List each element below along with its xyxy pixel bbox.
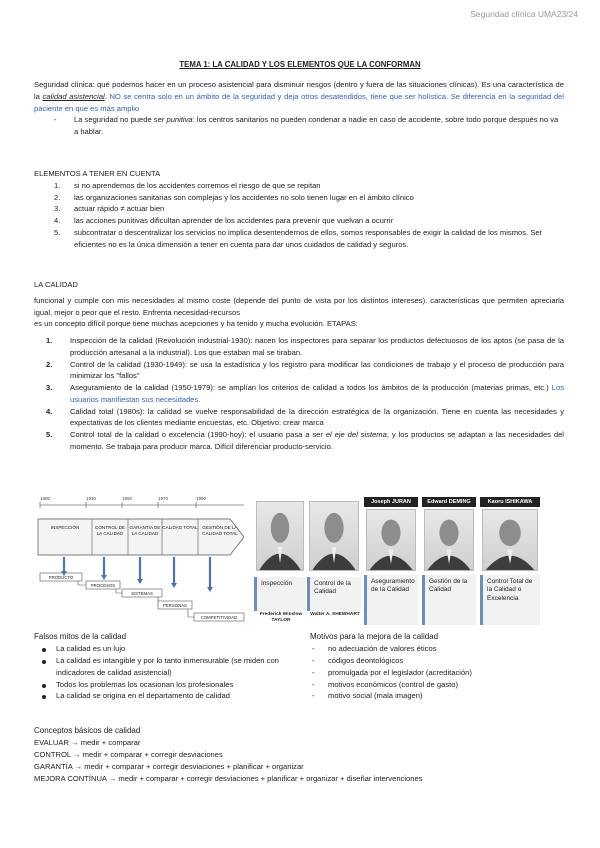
concept-value: → medir + comparar: [68, 738, 141, 748]
calidad-paragraph-1: funcional y cumple con mis necesidades al mismo coste (depende del punto de vista por los distintos intereses). características que permiten apreciarla igual, mejor o peor que el resto. Enfrenta necesidad-recursos: [34, 295, 564, 317]
item-number: 4.: [46, 406, 53, 416]
item-number: 1.: [46, 336, 53, 346]
conceptos-section: [34, 725, 564, 784]
stage-label: GARANTÍA DE LA CALIDAD: [129, 525, 161, 536]
year-label: 1930: [86, 496, 97, 501]
stage-label: INSPECCIÓN: [50, 525, 80, 530]
mitos-section: [34, 631, 284, 702]
elementos-section: [34, 168, 564, 250]
portrait-silhouette: [483, 510, 537, 570]
item-number: 3.: [54, 204, 61, 214]
list-item: [34, 180, 564, 192]
pioneer-caption: Control de la Calidad: [307, 577, 361, 611]
list-item: Todos los problemas los ocasionan los profesionales: [34, 679, 284, 691]
calidad-heading: LA CALIDAD: [34, 280, 78, 289]
list-item: [34, 215, 564, 227]
item-text: Inspección de la calidad (Revolución industrial-1930): nacen los inspectores para separar los productos defectuosos de los aptos (se pasa de la producción artesanal a la industrial). Los que estaban mal se tiraban.: [70, 336, 564, 357]
year-label: 1900: [40, 496, 51, 501]
portrait-image: [309, 501, 359, 571]
list-item: [34, 335, 564, 359]
elementos-list: [34, 180, 564, 251]
item-text: Control de la calidad (1930-1949): se usa la estadística y los registro para modificar las condiciones de trabajo y el proceso de producción para minimizar los "fallos": [70, 359, 564, 381]
intro-dash-list: [34, 114, 564, 138]
stage-label: GESTIÓN DE LA CALIDAD TOTAL: [202, 525, 238, 536]
item-number: 4.: [54, 216, 61, 226]
step-label: PRODUCTO: [48, 574, 74, 580]
concept-value: → medir + comparar + corregir desviaciones: [70, 750, 223, 760]
portrait-image: [482, 509, 538, 571]
list-item: La calidad es intangible y por lo tanto inmensurable (se miden con indicadores de calidad asistencial): [34, 655, 284, 679]
pioneer-caption: Aseguramiento de la Calidad: [364, 575, 418, 625]
item-text: , y los productos se adaptan a las necesidades del momento. Se trabaja para producir marca. Difícil diferenciar producto-servicio.: [70, 430, 564, 451]
portrait-image: [366, 509, 416, 571]
concept-row: [34, 761, 564, 773]
list-item: [34, 359, 564, 383]
pioneer-card: [422, 497, 476, 627]
step-connector: [78, 581, 86, 585]
item-highlight: Los usuarios manifiestan sus necesidades.: [70, 383, 564, 404]
down-arrow-head: [207, 587, 213, 592]
intro-section: [34, 79, 564, 138]
year-label: 1990: [196, 496, 207, 501]
pioneer-name: Edward DEMING: [422, 497, 476, 507]
page-header: Seguridad clínica UMA23/24: [470, 9, 578, 19]
item-text: Calidad total (1980s): la calidad se vuelve responsabilidad de la dirección estratégica de la organización. Tiene en cuenta las necesidades y expectativas de los clientes mediante encuestas, etc. Objetivo: crear marca: [70, 406, 564, 428]
item-text: si no aprendemos de los accidentes corremos el riesgo de que se repitan: [74, 180, 321, 190]
list-item: - no adecuación de valores éticos: [310, 643, 570, 655]
pioneer-name: Joseph JURAN: [364, 497, 418, 507]
list-item: - promulgada por el legislador (acreditación): [310, 667, 570, 679]
pioneer-card: [307, 497, 361, 627]
concept-key: MEJORA CONTÍNUA: [34, 773, 107, 783]
mitos-list: [34, 643, 284, 702]
item-text: Aseguramiento de la calidad (1950-1979): se amplían los criterios de calidad a todos los ámbitos de la producción (materias primas, etc.): [70, 383, 552, 393]
motivos-heading: Motivos para la mejora de la calidad: [310, 632, 439, 641]
pioneer-caption: Inspección: [254, 577, 306, 611]
item-number: 2.: [54, 192, 61, 202]
list-item: [34, 429, 564, 453]
item-number: 1.: [54, 180, 61, 190]
item-text: actuar rápido ≠ actuar bien: [74, 204, 165, 214]
step-label: SISTEMAS: [131, 590, 153, 596]
item-number: 5.: [46, 430, 53, 440]
stage-label: CONTROL DE LA CALIDAD: [95, 525, 125, 536]
motivos-list: [310, 643, 570, 702]
list-item: [34, 203, 564, 215]
pioneer-subcaption: Walter A. SHEWHART: [310, 612, 360, 617]
item-text: las organizaciones sanitarias son complejas y los accidentes no solo tienen lugar en el ámbito clínico: [74, 192, 414, 202]
elementos-heading: ELEMENTOS A TENER EN CUENTA: [34, 169, 161, 178]
portrait-image: [424, 509, 474, 571]
step-label: PERSONAS: [163, 602, 187, 608]
item-text: las acciones punitivas dificultan aprender de los accidentes para prevenir que vuelvan a ocurrir: [74, 216, 394, 226]
step-label: COMPETITIVIDAD: [200, 614, 238, 620]
list-item: - códigos deontológicos: [310, 655, 570, 667]
item-number: 3.: [46, 383, 53, 393]
list-item: [34, 382, 564, 406]
pioneer-caption: Gestión de la Calidad: [422, 575, 476, 625]
concept-row: [34, 773, 564, 785]
calidad-section: [34, 279, 564, 453]
portrait-silhouette: [425, 510, 473, 570]
list-item: [34, 192, 564, 204]
list-item: La calidad se origina en el departamento de calidad: [34, 690, 284, 702]
pioneer-name: Kaoru ISHIKAWA: [480, 497, 540, 507]
timeline-diagram: [34, 495, 248, 630]
down-arrow-head: [101, 575, 107, 580]
portrait-silhouette: [310, 502, 358, 570]
intro-paragraph: Seguridad clínica: qué podemos hacer en un proceso asistencial para disminuir riesgos (dentro y fuera de las situaciones clínicas). Es una característica de la calidad asistencial. NO se centra solo en un ámbito de la seguridad y deja otros desatendidos, tiene que ser holística. Se diferencia en la seguridad del paciente en que es más amplio: [34, 80, 564, 113]
etapas-list: [34, 335, 564, 453]
step-label: PROCESOS: [90, 582, 116, 588]
mitos-heading: Falsos mitos de la calidad: [34, 632, 127, 641]
list-item: - motivos económicos (control de gasto): [310, 679, 570, 691]
item-number: 2.: [46, 359, 53, 369]
conceptos-list: [34, 737, 564, 784]
stage-label: CALIDAD TOTAL: [162, 525, 198, 530]
portrait-image: [256, 501, 304, 571]
pioneer-caption: Control Total de la Calidad o Excelencia: [480, 575, 540, 625]
item-number: 5.: [54, 227, 61, 237]
pioneer-card: [480, 497, 540, 627]
item-text: subcontratar o descentralizar los servicios no implica desentendernos de ellos, somos responsables de exigir la calidad de los mismos. Ser eficientes no es la única dimensión a tener en cuenta para dar unos cuidados de calidad y seguros.: [74, 227, 543, 249]
timeline-svg: [34, 495, 248, 630]
concept-key: GARANTÍA: [34, 761, 73, 771]
concept-value: → medir + comparar + corregir desviaciones + planificar + organizar: [72, 761, 304, 771]
down-arrow-head: [137, 579, 143, 584]
list-item: - La seguridad no puede ser punitiva: los centros sanitarios no pueden condenar a nadie en caso de accidente, sobre todo porque después no va a hablar.: [34, 114, 564, 138]
year-label: 1950: [122, 496, 133, 501]
year-label: 1970: [158, 496, 169, 501]
concept-row: [34, 737, 564, 749]
pioneer-card: [254, 497, 306, 627]
portrait-silhouette: [257, 502, 303, 570]
list-item: La calidad es un lujo: [34, 643, 284, 655]
item-emphasis: el eje del sistema: [325, 430, 387, 440]
list-item: - motivo social (mala imagen): [310, 690, 570, 702]
pioneer-card: [364, 497, 418, 627]
pioneer-subcaption: Frederick Winslow TAYLOR: [259, 612, 303, 623]
concept-row: [34, 749, 564, 761]
concept-key: EVALUAR: [34, 738, 69, 748]
item-text: Control total de la calidad o excelencia (1990-hoy): el usuario pasa a ser: [70, 430, 326, 440]
concept-key: CONTROL: [34, 750, 71, 760]
motivos-section: [310, 631, 570, 702]
list-item: [34, 227, 564, 251]
calidad-paragraph-2: es un concepto difícil porque tiene muchas acepciones y ha tenido y mucha evolución. ETAPAS:: [34, 319, 358, 329]
page-title: TEMA 1: LA CALIDAD Y LOS ELEMENTOS QUE LA CONFORMAN: [179, 60, 421, 69]
list-item: [34, 406, 564, 430]
portrait-silhouette: [367, 510, 415, 570]
down-arrow-head: [171, 583, 177, 588]
conceptos-heading: Conceptos básicos de calidad: [34, 726, 141, 735]
concept-value: → medir + comparar + corregir desviaciones + planificar + organizar + diseñar intervenciones: [106, 773, 423, 783]
